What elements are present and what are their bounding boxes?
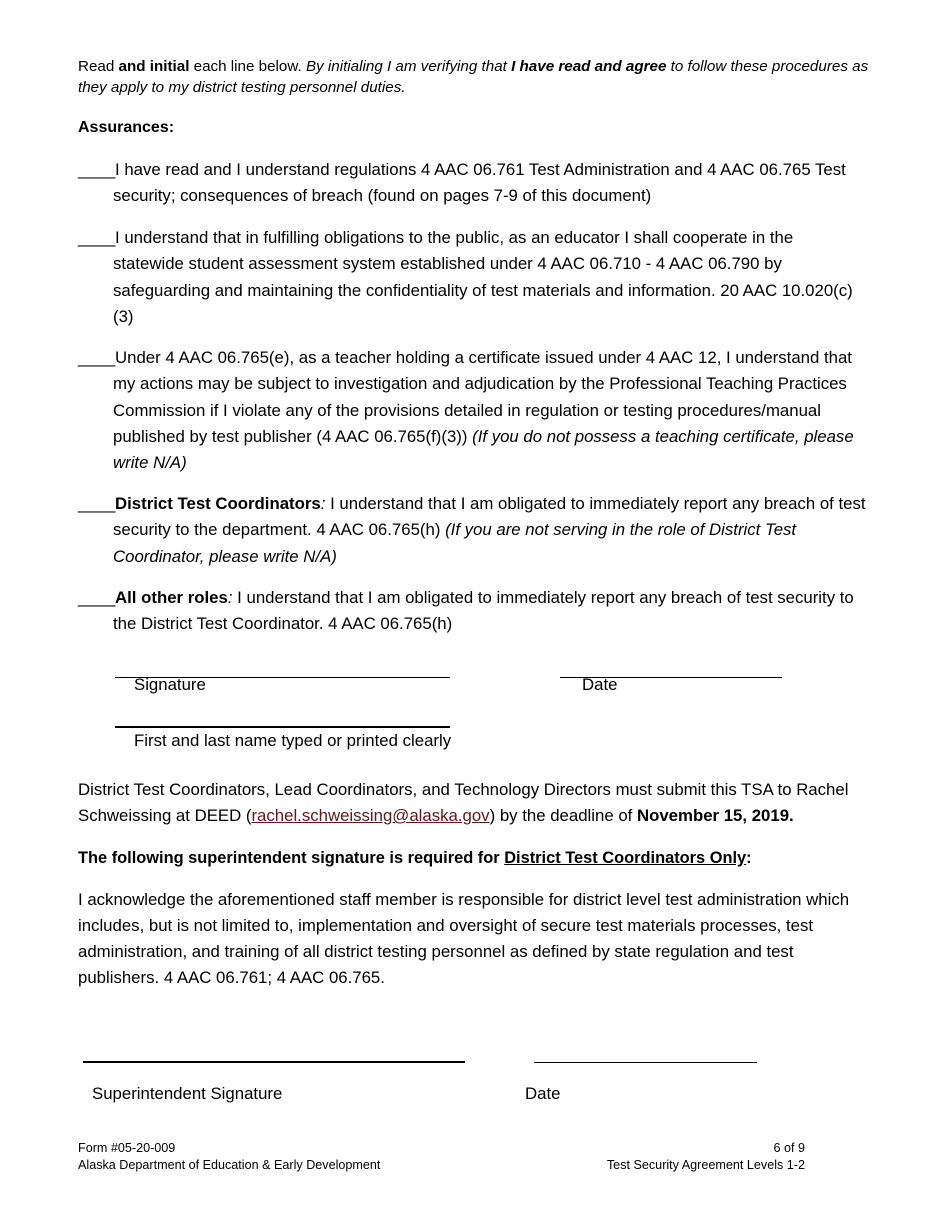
assurance-item-2: ____ I understand that in fulfilling obligations to the public, as an educator I shall cooperate in the statewide student assessment system established under 4 AAC 06.710 - 4 AAC 06.790 by safeguarding and maintaining the confidentiality of test materials and information. 20 AAC 10.020(c)(3) — [78, 225, 868, 330]
document-title: Test Security Agreement Levels 1-2 — [606, 1158, 805, 1172]
superintendent-signature-line[interactable] — [83, 1061, 465, 1063]
superintendent-signature-label: Superintendent Signature — [92, 1084, 283, 1103]
superintendent-heading: The following superintendent signature is required for District Test Coordinators Only: — [78, 849, 752, 867]
assurance-item-5: ____ All other roles: I understand that I am obligated to immediately report any breach of test security to the District Test Coordinator. 4 AAC 06.765(h) — [78, 585, 868, 638]
superintendent-date-line[interactable] — [534, 1062, 757, 1063]
assurance-item-3: ____ Under 4 AAC 06.765(e), as a teacher holding a certificate issued under 4 AAC 12, I understand that my actions may be subject to investigation and adjudication by the Professional Teaching Practices Commission if I violate any of the provisions detailed in regulation or testing procedures/manual published by test publisher (4 AAC 06.765(f)(3)) (If you do not possess a teaching certificate, please write N/A) — [78, 345, 868, 476]
signature-label: Signature — [134, 675, 206, 694]
superintendent-date-label: Date — [525, 1084, 561, 1103]
email-link[interactable]: rachel.schweissing@alaska.gov — [251, 806, 490, 825]
initial-blank[interactable]: ____ — [78, 494, 116, 513]
assurance-item-1: ____ I have read and I understand regulations 4 AAC 06.761 Test Administration and 4 AAC 06.765 Test security; consequences of breach (found on pages 7-9 of this document) — [78, 157, 868, 210]
printed-name-line[interactable] — [115, 726, 450, 728]
date-label: Date — [582, 675, 618, 694]
assurances-heading: Assurances: — [78, 119, 175, 136]
page-number: 6 of 9 — [773, 1141, 805, 1155]
initial-blank[interactable]: ____ — [78, 228, 116, 247]
intro-instructions: Read and initial each line below. By initialing I am verifying that I have read and agree to follow these procedures as they apply to my district testing personnel duties. — [78, 58, 869, 96]
superintendent-acknowledgement: I acknowledge the aforementioned staff member is responsible for district level test administration which includes, but is not limited to, implementation and oversight of secure test materials processes, test administration, and training of all district testing personnel as defined by state regulation and test publishers. 4 AAC 06.761; 4 AAC 06.765. — [78, 890, 850, 987]
form-number: Form #05-20-009 — [78, 1141, 176, 1155]
initial-blank[interactable]: ____ — [78, 588, 116, 607]
submission-instructions: District Test Coordinators, Lead Coordinators, and Technology Directors must submit this TSA to Rachel Schweissing at DEED (rachel.schweissing@alaska.gov) by the deadline of November 15, 2019. — [78, 780, 849, 825]
department-name: Alaska Department of Education & Early Development — [78, 1158, 381, 1172]
assurance-item-4: ____ District Test Coordinators: I understand that I am obligated to immediately report any breach of test security to the department. 4 AAC 06.765(h) (If you are not serving in the role of District Test Coordinator, please write N/A) — [78, 491, 868, 570]
initial-blank[interactable]: ____ — [78, 160, 116, 179]
printed-name-label: First and last name typed or printed clearly — [134, 731, 452, 750]
initial-blank[interactable]: ____ — [78, 348, 116, 367]
